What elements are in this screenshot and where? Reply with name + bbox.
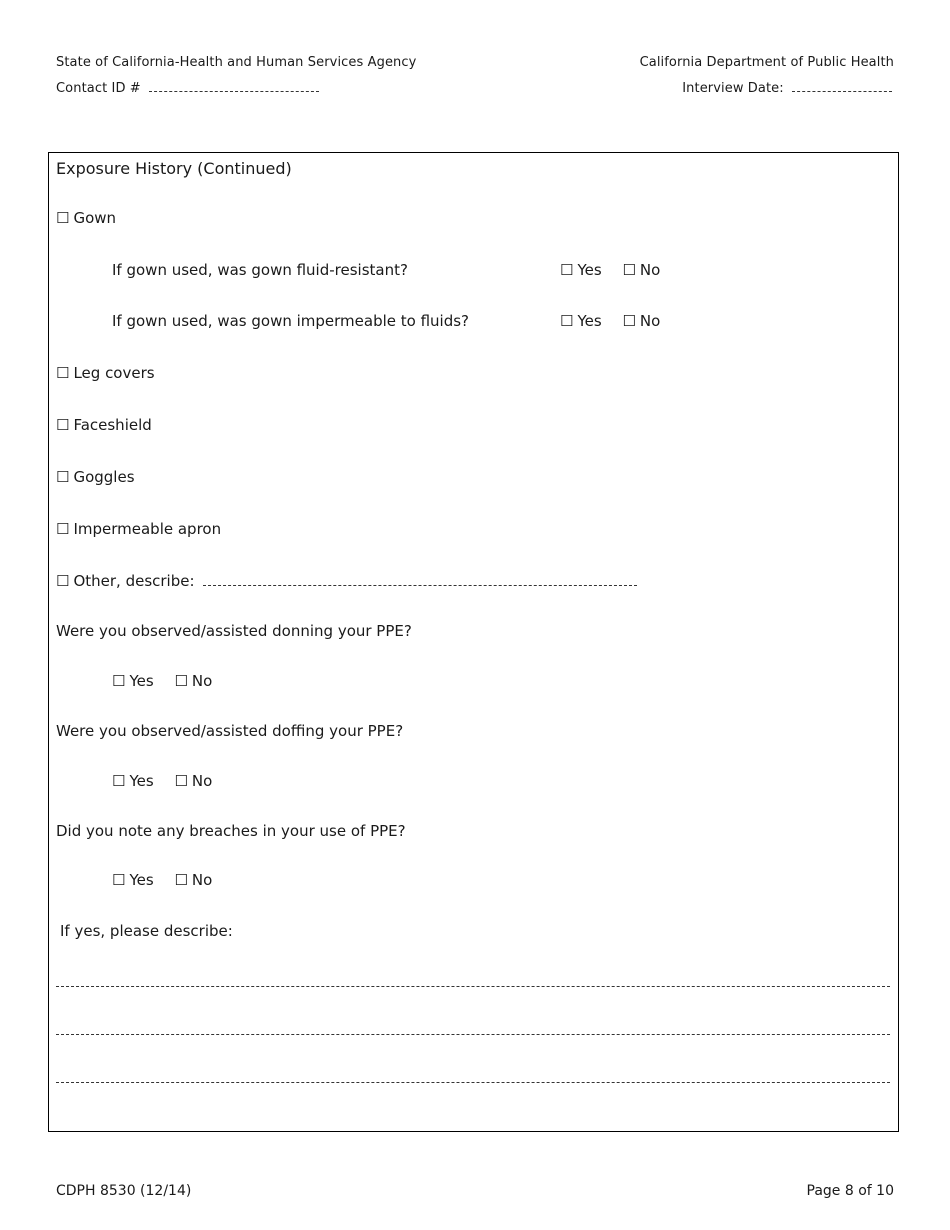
breach-description-line-2[interactable] [56,1034,890,1035]
interview-date-field[interactable] [792,90,892,92]
breaches-question: Did you note any breaches in your use of PPE? [56,822,406,840]
yes-label: Yes [577,312,602,330]
interview-date-label: Interview Date: [682,81,784,96]
yes-label: Yes [577,261,602,279]
gown-impermeable-no-checkbox[interactable]: ☐ [622,312,636,330]
goggles-checkbox[interactable]: ☐ [56,468,70,486]
gown-fluid-resistant-no-checkbox[interactable]: ☐ [622,261,636,279]
page-number: Page 8 of 10 [806,1183,894,1199]
yes-label: Yes [129,871,154,889]
contact-id-label: Contact ID # [56,81,141,96]
no-label: No [191,672,213,690]
gown-fluid-resistant-yes-checkbox[interactable]: ☐ [560,261,574,279]
yes-label: Yes [129,772,154,790]
gown-impermeable-question: If gown used, was gown impermeable to fluids? [112,312,470,330]
donning-options [112,672,212,690]
gown-fluid-resistant-options [560,261,660,279]
impermeable-apron-row [56,520,221,538]
form-id: CDPH 8530 (12/14) [56,1183,192,1199]
other-describe-field[interactable] [203,584,637,586]
other-checkbox[interactable]: ☐ [56,572,70,590]
yes-label: Yes [129,672,154,690]
impermeable-apron-label: Impermeable apron [73,520,222,538]
breaches-yes-checkbox[interactable]: ☐ [112,871,126,889]
contact-id-row [56,81,319,96]
gown-row [56,209,116,227]
doffing-no-checkbox[interactable]: ☐ [174,772,188,790]
goggles-label: Goggles [73,468,135,486]
gown-checkbox[interactable]: ☐ [56,209,70,227]
gown-impermeable-options [560,312,660,330]
gown-fluid-resistant-question: If gown used, was gown fluid-resistant? [112,261,408,279]
impermeable-apron-checkbox[interactable]: ☐ [56,520,70,538]
leg-covers-row [56,364,155,382]
breach-description-line-1[interactable] [56,986,890,987]
section-title: Exposure History (Continued) [56,159,292,178]
goggles-row [56,468,135,486]
gown-impermeable-yes-checkbox[interactable]: ☐ [560,312,574,330]
donning-yes-checkbox[interactable]: ☐ [112,672,126,690]
faceshield-row [56,416,152,434]
breaches-options [112,871,212,889]
leg-covers-label: Leg covers [73,364,155,382]
gown-label: Gown [73,209,117,227]
leg-covers-checkbox[interactable]: ☐ [56,364,70,382]
agency-name: State of California-Health and Human Services Agency [56,55,417,70]
no-label: No [639,312,661,330]
exposure-history-box [48,152,899,1132]
interview-date-row [682,81,892,96]
if-yes-describe-label: If yes, please describe: [60,922,233,940]
contact-id-field[interactable] [149,90,319,92]
other-row [56,572,637,590]
doffing-question: Were you observed/assisted doffing your PPE? [56,722,404,740]
donning-no-checkbox[interactable]: ☐ [174,672,188,690]
faceshield-checkbox[interactable]: ☐ [56,416,70,434]
department-name: California Department of Public Health [639,55,894,70]
breaches-no-checkbox[interactable]: ☐ [174,871,188,889]
no-label: No [639,261,661,279]
donning-question: Were you observed/assisted donning your PPE? [56,622,412,640]
breach-description-line-3[interactable] [56,1082,890,1083]
no-label: No [191,772,213,790]
other-label: Other, describe: [73,572,195,590]
faceshield-label: Faceshield [73,416,152,434]
doffing-options [112,772,212,790]
doffing-yes-checkbox[interactable]: ☐ [112,772,126,790]
no-label: No [191,871,213,889]
